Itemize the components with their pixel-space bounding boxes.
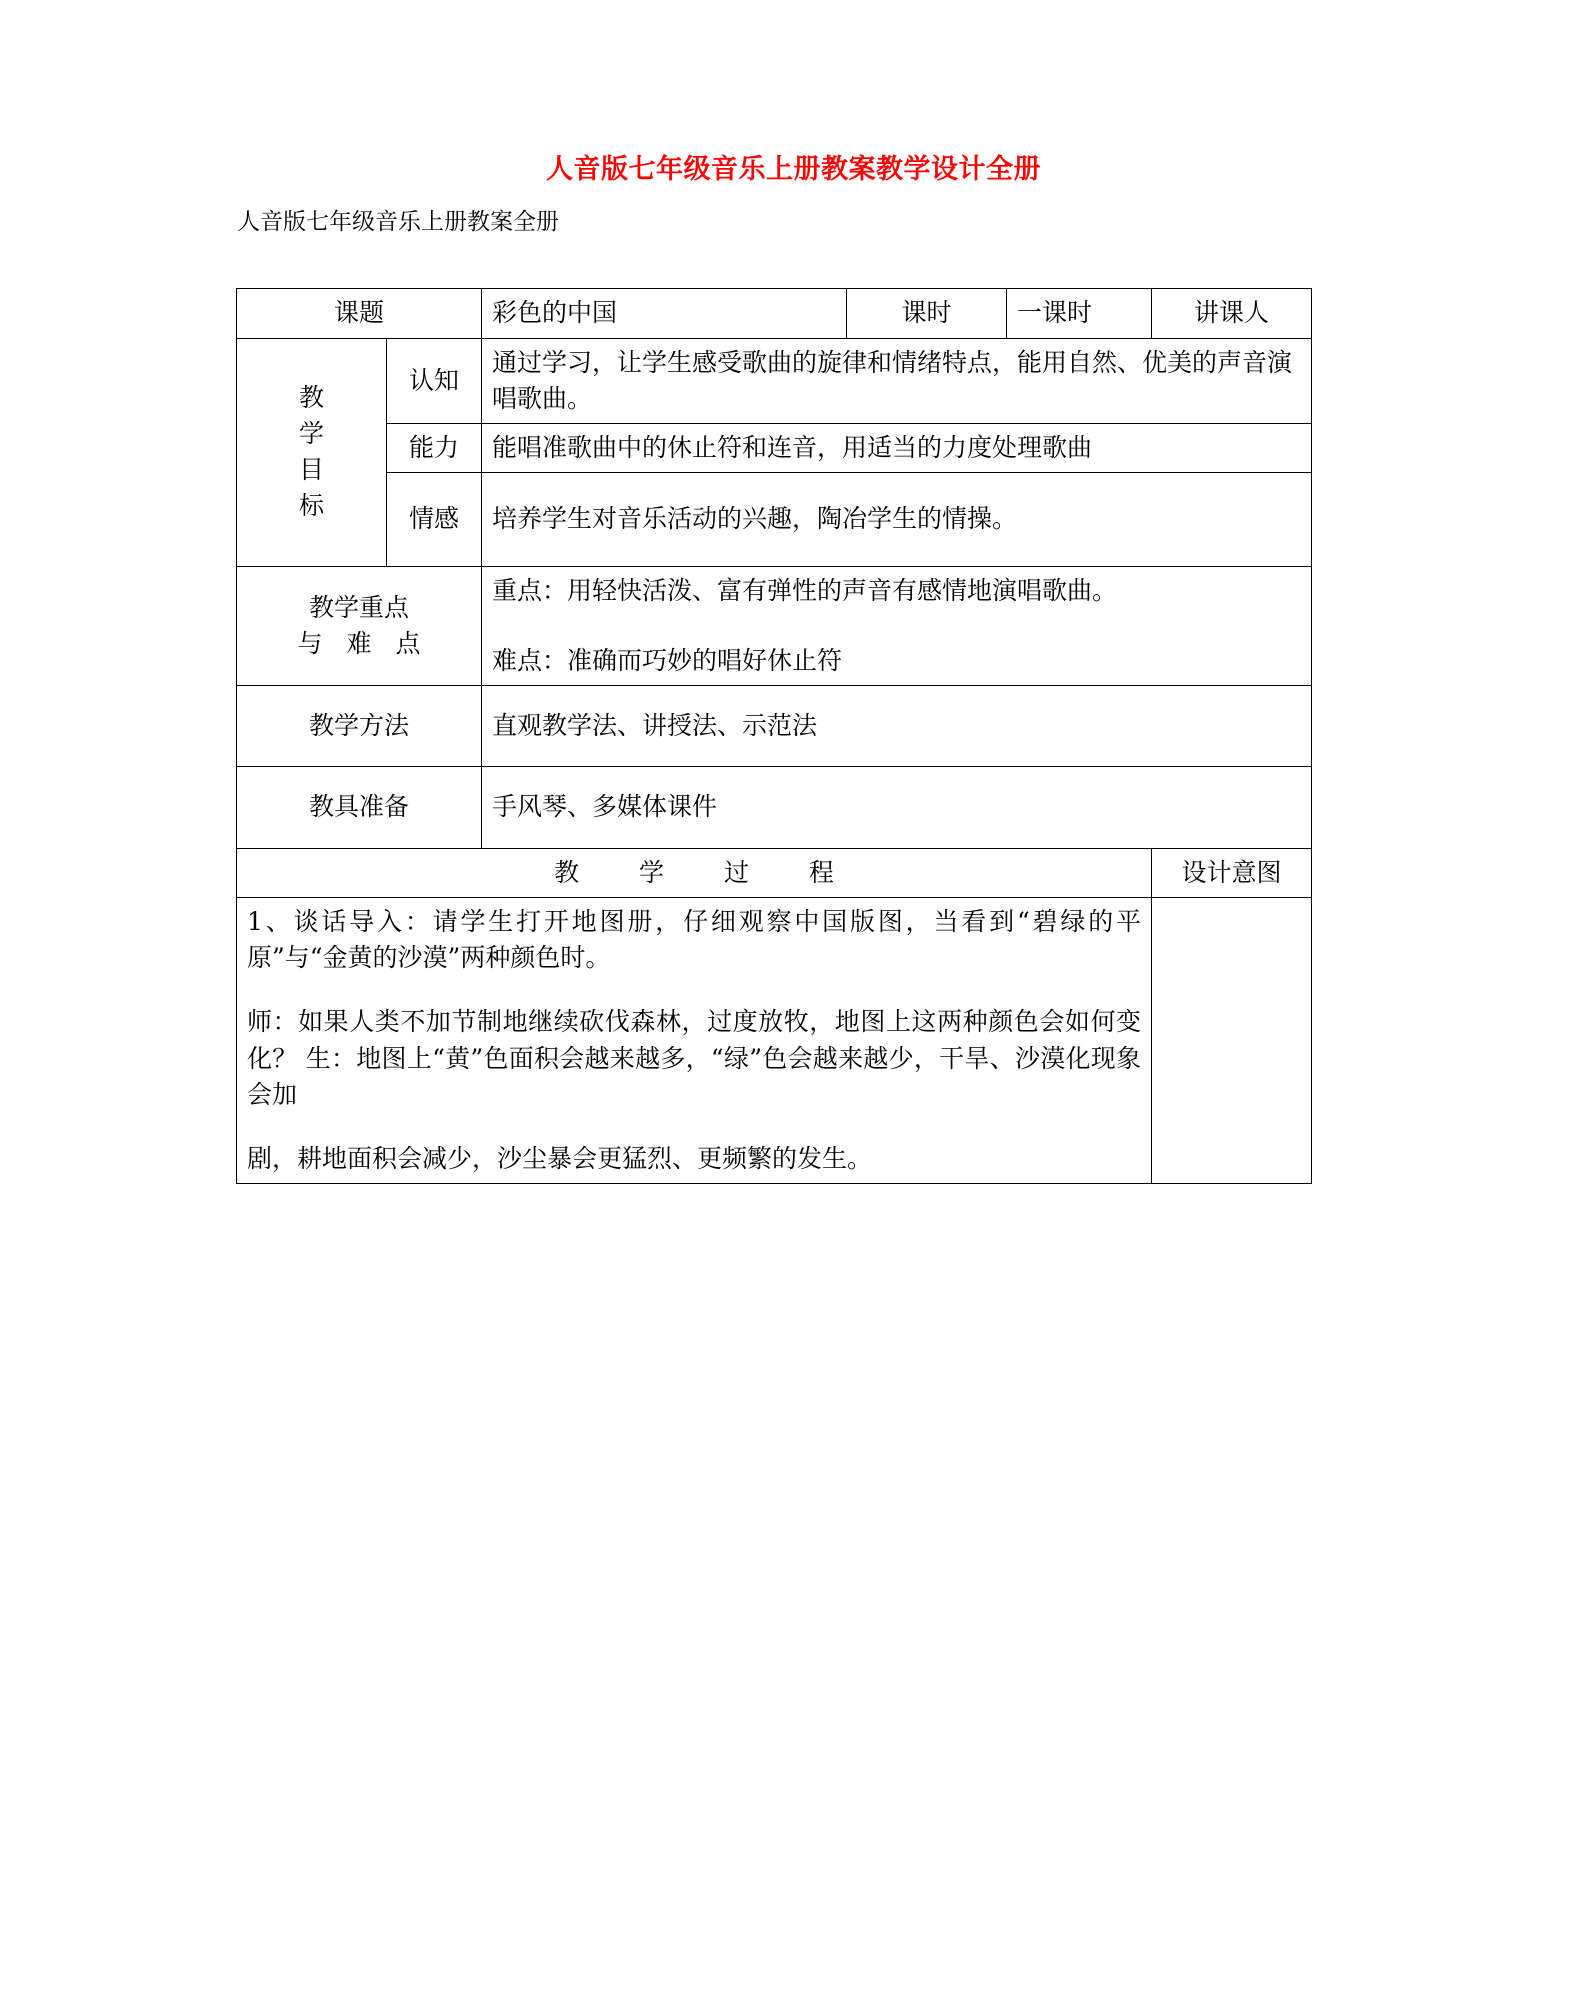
value-goal-emotion: 培养学生对音乐活动的兴趣，陶冶学生的情操。 — [482, 473, 1312, 566]
difficult-point-text: 难点：准确而巧妙的唱好休止符 — [492, 645, 843, 675]
label-goal-emotion: 情感 — [387, 473, 482, 566]
label-teaching-goals — [237, 338, 387, 566]
focus-label-line-1: 教学重点 — [309, 592, 410, 622]
table-row-process-header — [237, 848, 1312, 897]
table-row-goal-ability — [237, 424, 1312, 473]
goal-char-4: 标 — [298, 491, 324, 521]
label-goal-ability: 能力 — [387, 424, 482, 473]
label-goal-cognitive: 认知 — [387, 338, 482, 424]
process-paragraph-2: 师：如果人类不加节制地继续砍伐森林，过度放牧，地图上这两种颜色会如何变化？ 生：地图上“黄”色面积会越来越多，“绿”色会越来越少，干旱、沙漠化现象会加 — [247, 1007, 1142, 1109]
goal-char-1: 教 — [298, 382, 324, 412]
label-teaching-method: 教学方法 — [237, 686, 482, 767]
goal-char-2: 学 — [298, 418, 324, 448]
value-focus-difficulty — [482, 566, 1312, 686]
label-periods: 课时 — [847, 289, 1007, 338]
header-teaching-process: 教 学 过 程 — [237, 848, 1152, 897]
key-point-text: 重点：用轻快活泼、富有弹性的声音有感情地演唱歌曲。 — [492, 575, 1118, 605]
value-periods: 一课时 — [1007, 289, 1152, 338]
label-focus-difficulty — [237, 566, 482, 686]
header-design-intent: 设计意图 — [1152, 848, 1312, 897]
process-paragraph-3: 剧，耕地面积会减少，沙尘暴会更猛烈、更频繁的发生。 — [247, 1144, 873, 1174]
value-goal-ability: 能唱准歌曲中的休止符和连音，用适当的力度处理歌曲 — [482, 424, 1312, 473]
value-goal-cognitive: 通过学习，让学生感受歌曲的旋律和情绪特点，能用自然、优美的声音演唱歌曲。 — [482, 338, 1312, 424]
design-intent-content — [1152, 897, 1312, 1184]
value-teaching-aids: 手风琴、多媒体课件 — [482, 767, 1312, 848]
value-teaching-method: 直观教学法、讲授法、示范法 — [482, 686, 1312, 767]
goal-char-3: 目 — [298, 455, 324, 485]
table-row-process-body — [237, 897, 1312, 1184]
table-row-method — [237, 686, 1312, 767]
table-row-focus — [237, 566, 1312, 686]
table-row-goal-cognitive — [237, 338, 1312, 424]
label-teacher: 讲课人 — [1152, 289, 1312, 338]
label-topic: 课题 — [237, 289, 482, 338]
value-topic: 彩色的中国 — [482, 289, 847, 338]
table-row-aids — [237, 767, 1312, 848]
focus-label-line-2: 与 难 点 — [297, 628, 429, 658]
label-teaching-aids: 教具准备 — [237, 767, 482, 848]
lesson-plan-table — [236, 288, 1312, 1184]
table-row-goal-emotion — [237, 473, 1312, 566]
table-row-topic — [237, 289, 1312, 338]
teaching-process-content — [237, 897, 1152, 1184]
page-title: 人音版七年级音乐上册教案教学设计全册 — [546, 154, 1041, 185]
process-paragraph-1: 1、谈话导入：请学生打开地图册，仔细观察中国版图，当看到“碧绿的平原”与“金黄的沙漠”两种颜色时。 — [247, 906, 1142, 973]
document-subtitle: 人音版七年级音乐上册教案全册 — [237, 209, 559, 236]
